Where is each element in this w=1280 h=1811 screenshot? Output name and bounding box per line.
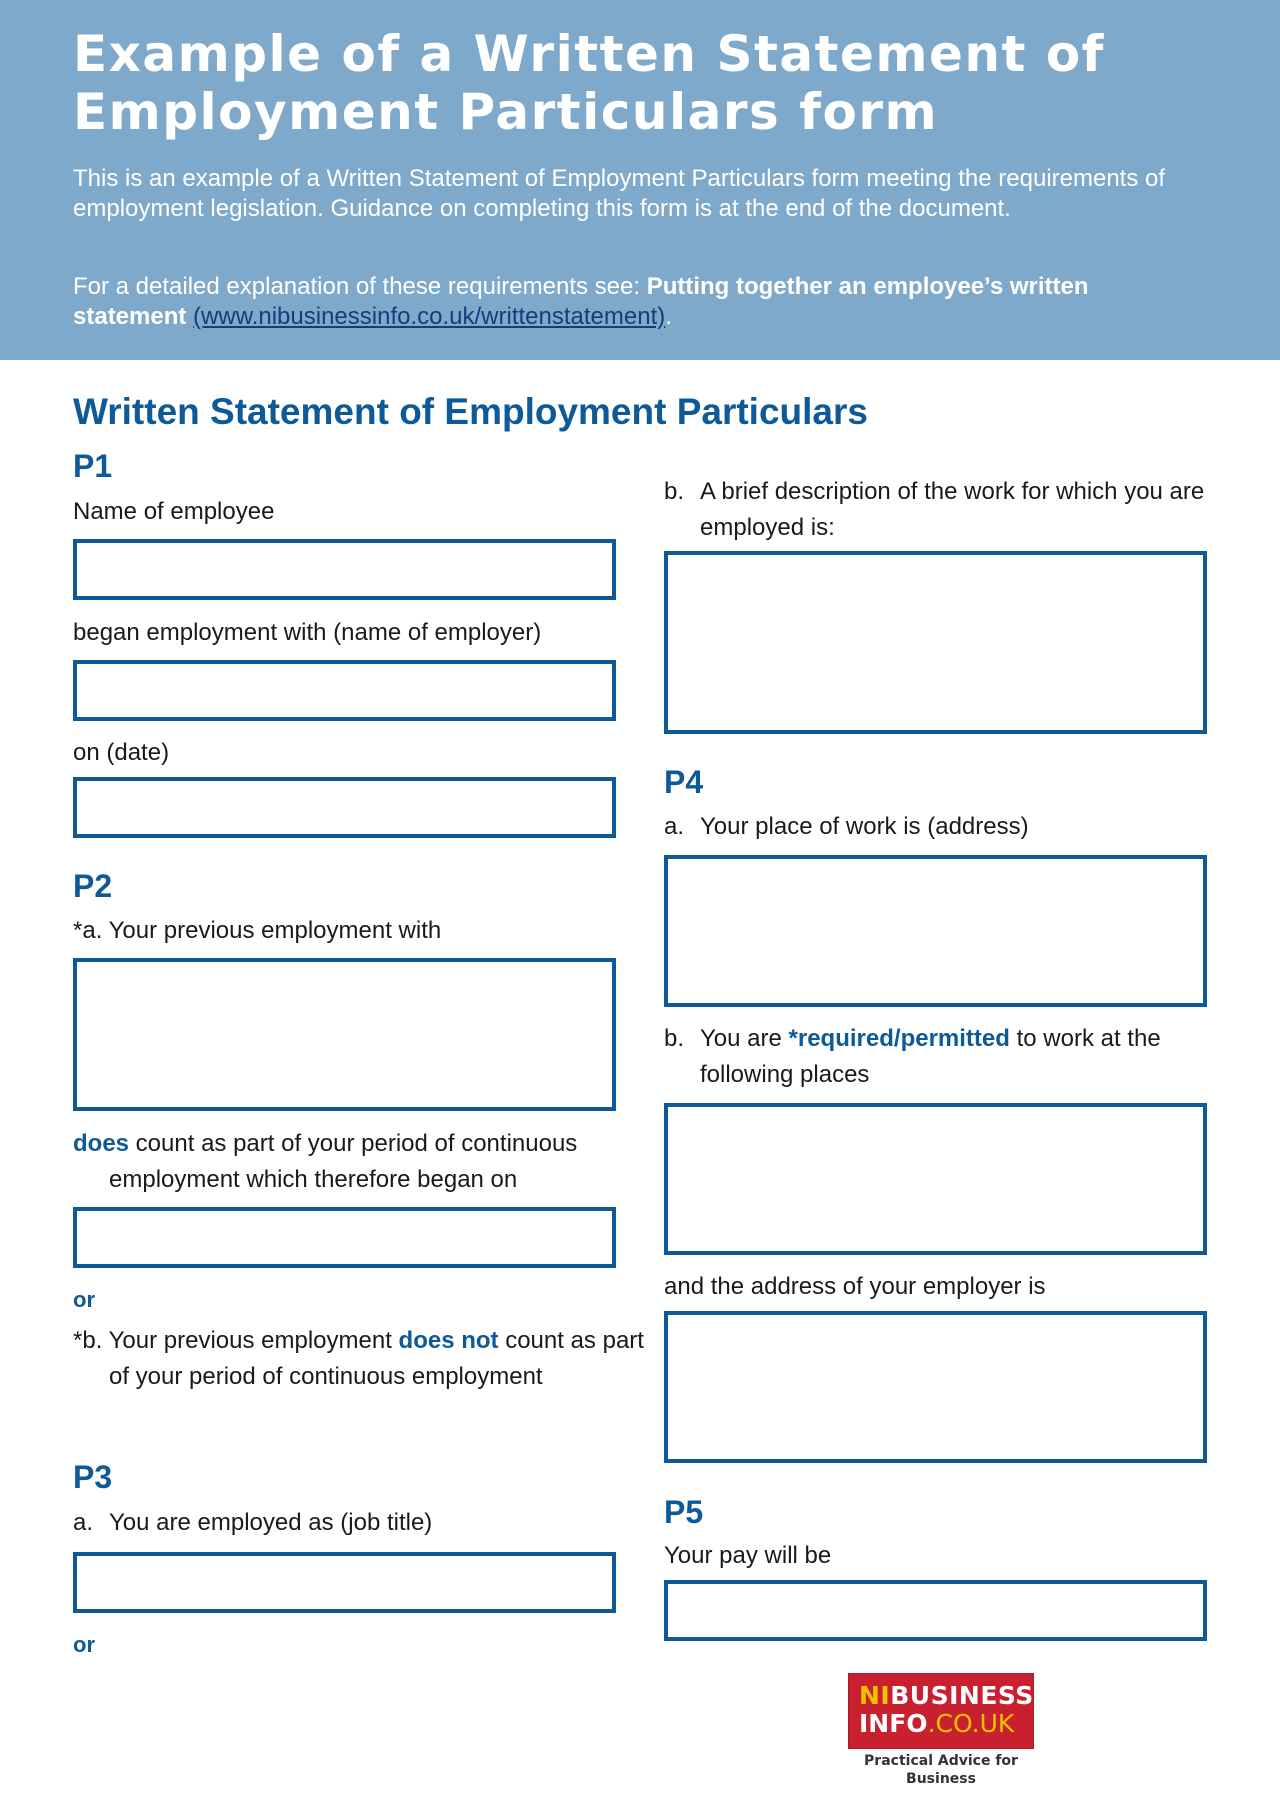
logo-business: BUSINESS [890,1681,1034,1710]
not-counted-prefix: *b. Your previous employment [73,1327,399,1354]
logo-tagline: Practical Advice for Business [864,1753,1018,1787]
logo-domain: .CO.UK [927,1709,1015,1738]
logo-line-2 [859,1710,1033,1738]
or-separator-2: or [73,1632,95,1657]
section-p4-title: P4 [664,764,704,800]
item-marker-a: a. [664,813,685,840]
reference-title: Putting together an employee’s written statement [73,273,1089,330]
place-of-work-text: Your place of work is (address) [700,813,1029,840]
continuous-employment-body: count as part of your period of continuous employment which therefore began on [109,1130,578,1193]
section-p2-title: P2 [73,868,113,904]
page-title: Example of a Written Statement of Employment Particulars form [73,25,1105,141]
previous-employment-not-counted-text [73,1323,669,1395]
nibusinessinfo-logo [848,1673,1034,1749]
employer-name-label: began employment with (name of employer) [73,619,542,646]
employer-address-label: and the address of your employer is [664,1273,1046,1300]
required-permitted-emphasis: *required/permitted [788,1025,1010,1052]
reference-suffix: . [665,303,672,330]
work-description-label [664,474,1260,546]
logo-ni: NI [859,1681,891,1710]
pay-field[interactable] [664,1580,1207,1641]
item-marker-b: b. [664,1025,685,1052]
section-p1-title: P1 [73,448,113,484]
other-places-label [664,1021,1260,1093]
continuous-start-date-field[interactable] [73,1207,616,1268]
or-separator-1: or [73,1287,95,1312]
pay-label: Your pay will be [664,1542,832,1569]
header-banner [0,0,1280,360]
previous-employment-label: *a. Your previous employment with [73,917,442,944]
other-places-field[interactable] [664,1103,1207,1255]
place-of-work-field[interactable] [664,855,1207,1007]
start-date-label: on (date) [73,739,170,766]
employer-address-field[interactable] [664,1311,1207,1463]
reference-text [73,272,1203,332]
other-places-prefix: You are [700,1025,789,1052]
item-marker-b: b. [664,478,685,505]
not-counted-suffix: count as part of your period of continuous employment [109,1327,644,1390]
section-p3-title: P3 [73,1459,113,1495]
work-description-text: A brief description of the work for which you are employed is: [700,478,1205,541]
does-emphasis: does [73,1130,130,1157]
does-not-emphasis: does not [398,1327,499,1354]
logo-line-1 [859,1682,1033,1710]
job-title-field[interactable] [73,1552,616,1613]
job-title-label [73,1505,669,1541]
previous-employment-field[interactable] [73,958,616,1111]
employer-name-field[interactable] [73,660,616,721]
intro-text: This is an example of a Written Statement of Employment Particulars form meeting the requirements of employment legislation. Guidance on completing this form is at the end of the document. [73,165,1166,222]
other-places-suffix: to work at the following places [700,1025,1161,1088]
work-description-field[interactable] [664,551,1207,734]
logo-info: INFO [859,1709,928,1738]
form-heading: Written Statement of Employment Particulars [73,391,868,432]
employee-name-label: Name of employee [73,498,275,525]
section-p5-title: P5 [664,1494,704,1530]
item-marker-a: a. [73,1509,94,1536]
reference-prefix: For a detailed explanation of these requirements see: [73,273,647,300]
start-date-field[interactable] [73,777,616,838]
continuous-employment-text [73,1126,669,1198]
reference-link[interactable]: (www.nibusinessinfo.co.uk/writtenstatement) [193,303,666,330]
employee-name-field[interactable] [73,539,616,600]
job-title-text: You are employed as (job title) [109,1509,433,1536]
place-of-work-label [664,809,1260,845]
